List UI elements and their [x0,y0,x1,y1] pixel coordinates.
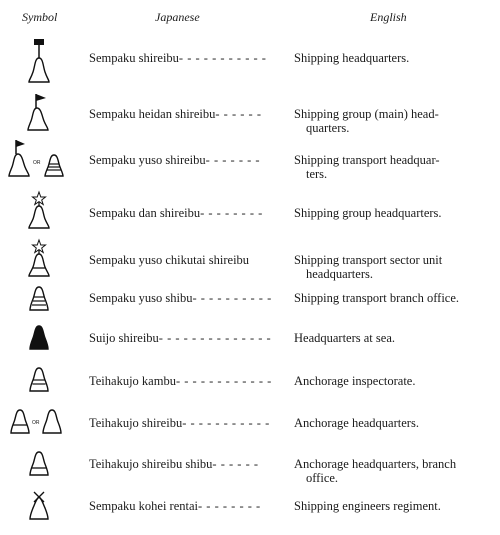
leader-dots: - - - - - - - - - - [192,291,272,305]
row-english-cont: headquarters. [306,267,373,281]
row-english: Shipping transport sector unit [294,253,443,267]
leader-dots: - - - - - - - - [200,206,263,220]
header-japanese: Japanese [155,10,200,24]
row-japanese: Sempaku yuso shireibu [89,153,206,167]
leader-dots: - - - - - - - - - - - [178,51,267,65]
row-japanese: Teihakujo kambu [89,374,176,388]
row-english: Shipping group (main) head- [294,107,439,121]
row-japanese: Sempaku yuso chikutai shireibu [89,253,250,267]
row-english: Headquarters at sea. [294,331,395,345]
row-english-cont: ters. [306,167,328,181]
leader-dots: - - - - - - [215,107,262,121]
row-japanese: Teihakujo shireibu shibu [89,457,213,471]
or-label: OR [32,420,40,426]
row-japanese: Sempaku heidan shireibu [89,107,216,121]
leader-dots: - - - - - - - - - - - - - - [158,331,272,345]
cross-top-bell-icon [8,490,70,522]
line-bell-or-plain-bell-icon [8,406,70,436]
star-bell-icon [8,190,70,230]
row-english-cont: quarters. [306,121,350,135]
or-label: OR [33,160,41,166]
leader-dots: - - - - - - - - - - - [182,416,270,430]
row-japanese: Teihakujo shireibu [89,416,183,430]
row-english: Anchorage inspectorate. [294,374,416,388]
header-english: English [370,10,407,24]
row-japanese: Sempaku yuso shibu [89,291,193,305]
row-english: Anchorage headquarters, branch [294,457,457,471]
row-japanese: Suijo shireibu [89,331,159,345]
leader-dots: - - - - - - - - [198,499,261,513]
single-line-bell-icon [8,448,70,478]
row-english-cont: office. [306,471,339,485]
row-japanese: Sempaku kohei rentai [89,499,198,513]
row-english: Shipping transport headquar- [294,153,440,167]
star-line-bell-icon [8,238,70,278]
row-english: Anchorage headquarters. [294,416,419,430]
pennant-bell-or-striped-bell-icon [8,138,70,178]
row-english: Shipping group headquarters. [294,206,442,220]
flag-square-bell-icon [8,36,70,84]
row-english: Shipping headquarters. [294,51,410,65]
header-symbol: Symbol [22,10,58,24]
row-japanese: Sempaku shireibu [89,51,179,65]
double-line-bell-icon [8,364,70,394]
leader-dots: - - - - - - [212,457,259,471]
row-japanese: Sempaku dan shireibu [89,206,201,220]
leader-dots: - - - - - - - - - - - - [175,374,272,388]
row-english: Shipping transport branch office. [294,291,460,305]
leader-dots: - - - - - - - [205,153,261,167]
filled-bell-icon [8,322,70,352]
striped-bell-icon [8,284,70,312]
flag-pennant-bell-icon [8,92,70,132]
row-english: Shipping engineers regiment. [294,499,441,513]
